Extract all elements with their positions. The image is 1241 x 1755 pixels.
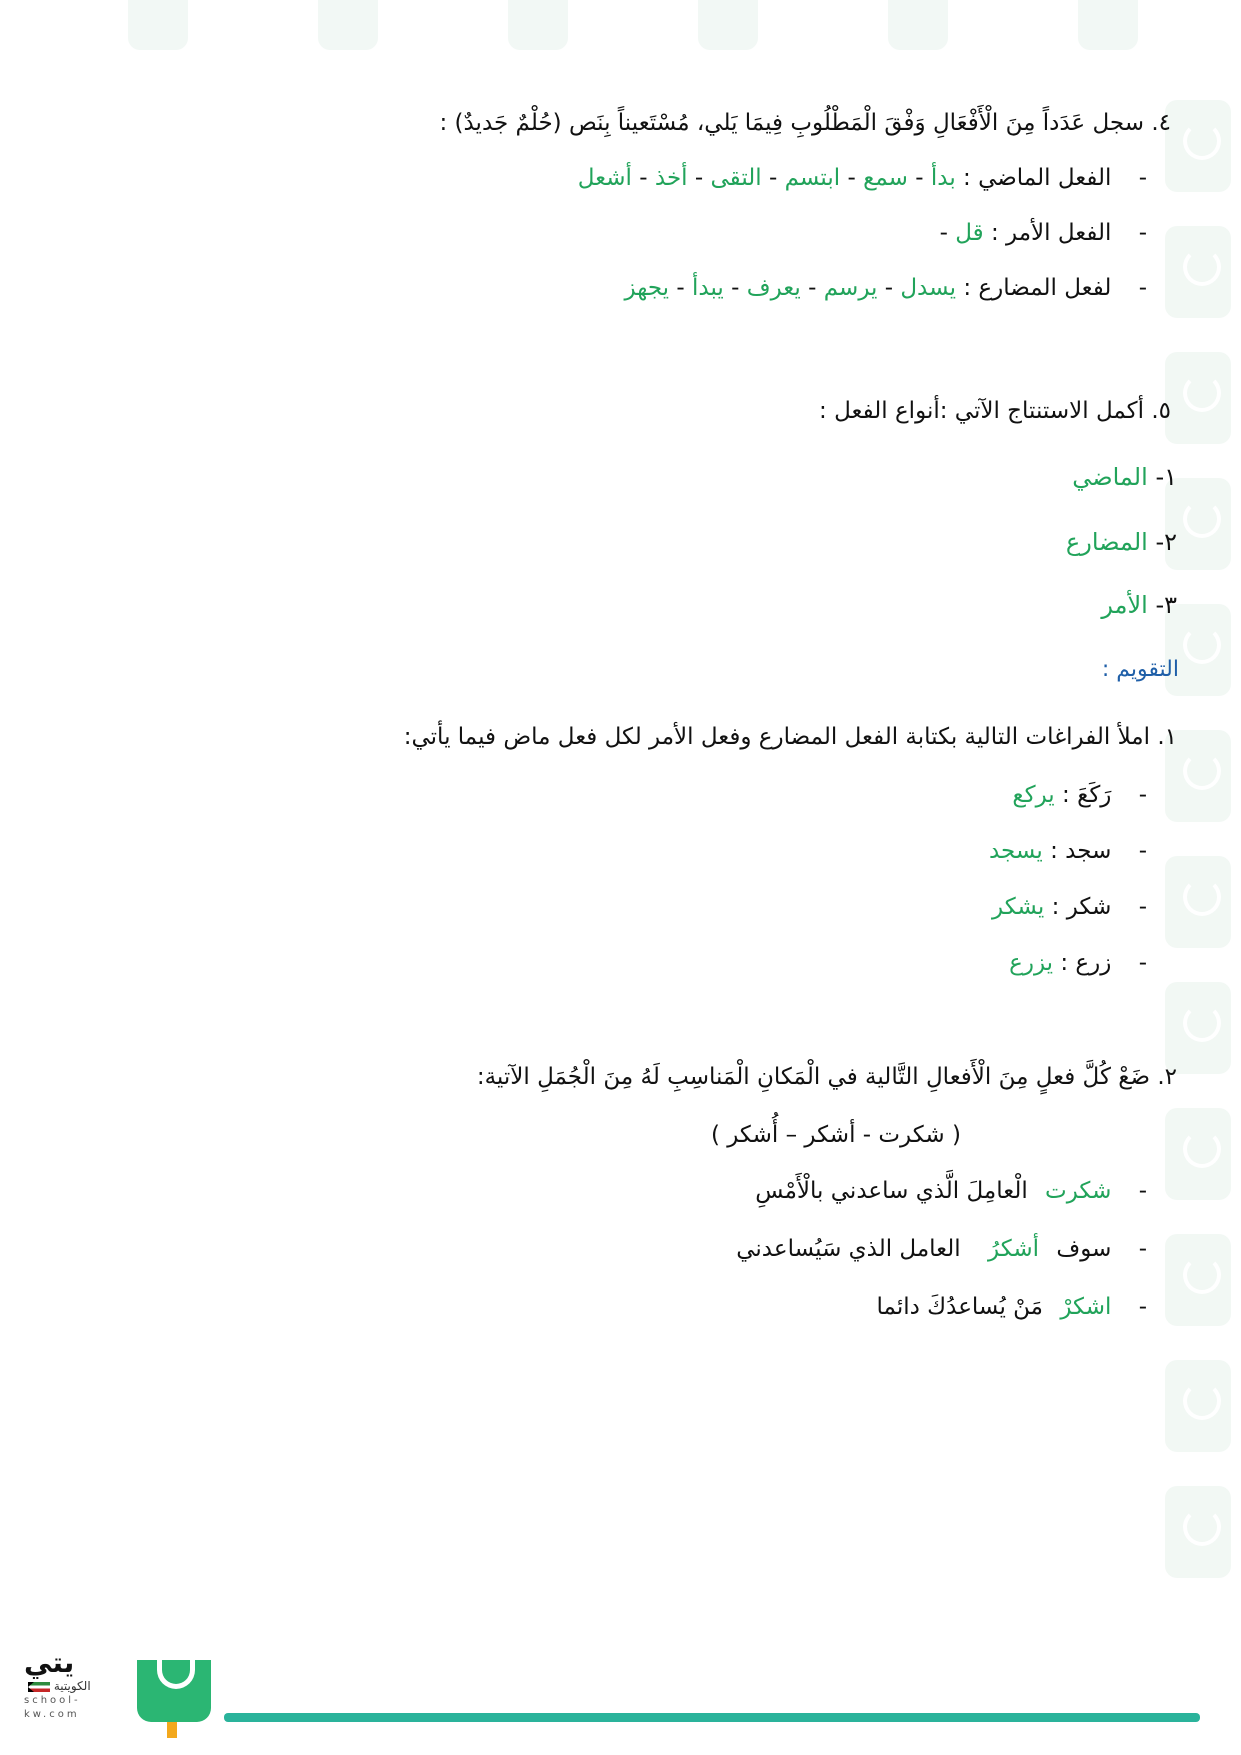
- q5-item-number: ٢-: [1155, 528, 1177, 556]
- watermark-logo-icon: [1165, 1108, 1231, 1200]
- e1-row: [1012, 780, 1147, 810]
- answer-verb: بدأ: [930, 165, 956, 191]
- watermark-logo-icon: [1165, 856, 1231, 948]
- q4-present-row: - لفعل المضارع : يسدل - يرسم - يعرف - يبدأ - يجهز: [624, 275, 1147, 301]
- answer-verb: قل: [955, 220, 984, 246]
- watermark-logo-icon: [1165, 352, 1231, 444]
- watermark-logo-icon: [698, 0, 758, 50]
- q5-item-number: ١-: [1155, 463, 1177, 491]
- logo-subtitle: [24, 1678, 134, 1694]
- e1-row: [989, 836, 1147, 866]
- bullet-dash: -: [1138, 950, 1147, 976]
- q5-item: [1101, 590, 1177, 620]
- watermark-logo-icon: [1078, 0, 1138, 50]
- logo-subtitle-text: الكويتية: [53, 1679, 91, 1693]
- footer-logo-text: [24, 1648, 134, 1722]
- answer-verb: يبدأ: [692, 275, 724, 301]
- watermark-right-column: [1151, 0, 1231, 1620]
- watermark-logo-icon: [1165, 1360, 1231, 1452]
- q4-imperative-label: الفعل الأمر :: [990, 220, 1112, 246]
- e2-sentence-text: مَنْ يُساعدُكَ دائما: [876, 1294, 1043, 1320]
- answer-verb: التقى: [710, 165, 762, 191]
- e2-row: [755, 1176, 1147, 1206]
- evaluation-title: التقويم :: [1101, 657, 1179, 682]
- e1-past-verb: سجد :: [1050, 838, 1112, 864]
- q5-item-answer: المضارع: [1065, 528, 1148, 556]
- bullet-dash: -: [1138, 220, 1147, 246]
- footer-divider: [224, 1713, 1200, 1722]
- q5-item: [1066, 527, 1177, 557]
- answer-verb: يزرع: [1009, 950, 1054, 976]
- watermark-logo-icon: [1165, 1486, 1231, 1578]
- e2-row: [736, 1234, 1147, 1264]
- answer-verb: أخذ: [654, 165, 688, 191]
- q4-imperative-row: - الفعل الأمر : قل -: [939, 220, 1147, 246]
- watermark-logo-icon: [508, 0, 568, 50]
- q5-item-number: ٣-: [1155, 591, 1177, 619]
- e2-options: ( شكرت - أشكر – أُشكر ): [710, 1122, 961, 1148]
- watermark-logo-icon: [318, 0, 378, 50]
- bullet-dash: -: [1138, 1236, 1147, 1262]
- answer-verb: يسدل: [900, 275, 957, 301]
- answer-verb: يعرف: [746, 275, 801, 301]
- bullet-dash: -: [1138, 838, 1147, 864]
- e1-past-verb: رَكَعَ :: [1062, 782, 1112, 808]
- logo-name: يتي: [24, 1646, 75, 1679]
- answer-verb: أشكرُ: [988, 1236, 1040, 1262]
- answer-verb: سمع: [863, 165, 908, 191]
- watermark-logo-icon: [1165, 100, 1231, 192]
- answer-verb: أشعل: [577, 165, 632, 191]
- school-logo-icon: [137, 1660, 211, 1722]
- kuwait-flag-icon: [28, 1682, 50, 1692]
- watermark-logo-icon: [1165, 982, 1231, 1074]
- e2-sentence-text: الْعامِلَ الَّذي ساعدني بالْأَمْسِ: [755, 1178, 1028, 1204]
- bullet-dash: -: [1138, 894, 1147, 920]
- bullet-dash: -: [1138, 782, 1147, 808]
- logo-url: school-kw.com: [24, 1695, 81, 1720]
- q4-present-label: لفعل المضارع :: [963, 275, 1112, 301]
- q5-heading: ٥. أكمل الاستنتاج الآتي :أنواع الفعل :: [819, 398, 1171, 424]
- q4-heading: ٤. سجل عَدَداً مِنَ الْأَفْعَالِ وَفْقَ الْمَطْلُوبِ فِيمَا يَلي، مُسْتَعيناً بِنَص (حُلْمٌ جَديدٌ) :: [439, 110, 1171, 136]
- e2-heading: ٢. ضَعْ كُلَّ فعلٍ مِنَ الْأَفعالِ التَّالية في الْمَكانِ الْمَناسِبِ لَهُ مِنَ الْجُمَلِ الآتية:: [476, 1064, 1177, 1090]
- e1-heading: ١. املأ الفراغات التالية بكتابة الفعل المضارع وفعل الأمر لكل فعل ماض فيما يأتي:: [403, 724, 1177, 750]
- e2-row: [877, 1292, 1147, 1322]
- bullet-dash: -: [1138, 1294, 1147, 1320]
- watermark-logo-icon: [888, 0, 948, 50]
- q4-past-row: - الفعل الماضي : بدأ - سمع - ابتسم - التقى - أخذ - أشعل: [577, 165, 1147, 191]
- e1-row: [992, 892, 1147, 922]
- answer-verb: ابتسم: [784, 165, 841, 191]
- e2-sentence-text: سوف: [1056, 1236, 1112, 1262]
- watermark-logo-icon: [128, 0, 188, 50]
- answer-verb: يجهز: [624, 275, 670, 301]
- answer-verb: شكرت: [1045, 1178, 1112, 1204]
- answer-verb: يرسم: [823, 275, 878, 301]
- q5-item-answer: الأمر: [1101, 591, 1148, 619]
- bullet-dash: -: [1138, 165, 1147, 191]
- answer-verb: يسجد: [988, 838, 1043, 864]
- answer-verb: يشكر: [992, 894, 1045, 920]
- q5-item: [1072, 462, 1177, 492]
- e1-past-verb: شكر :: [1051, 894, 1112, 920]
- e1-past-verb: زرع :: [1060, 950, 1112, 976]
- watermark-top-row: [0, 0, 1241, 50]
- bullet-dash: -: [1138, 275, 1147, 301]
- bullet-dash: -: [1138, 1178, 1147, 1204]
- watermark-logo-icon: [1165, 226, 1231, 318]
- e2-sentence-text: العامل الذي سَيُساعدني: [736, 1236, 961, 1262]
- watermark-logo-icon: [1165, 1234, 1231, 1326]
- answer-verb: يركع: [1012, 782, 1055, 808]
- answer-verb: اشكرْ: [1060, 1294, 1112, 1320]
- q5-item-answer: الماضي: [1072, 463, 1148, 491]
- e1-row: [1009, 948, 1147, 978]
- q4-past-label: الفعل الماضي :: [963, 165, 1112, 191]
